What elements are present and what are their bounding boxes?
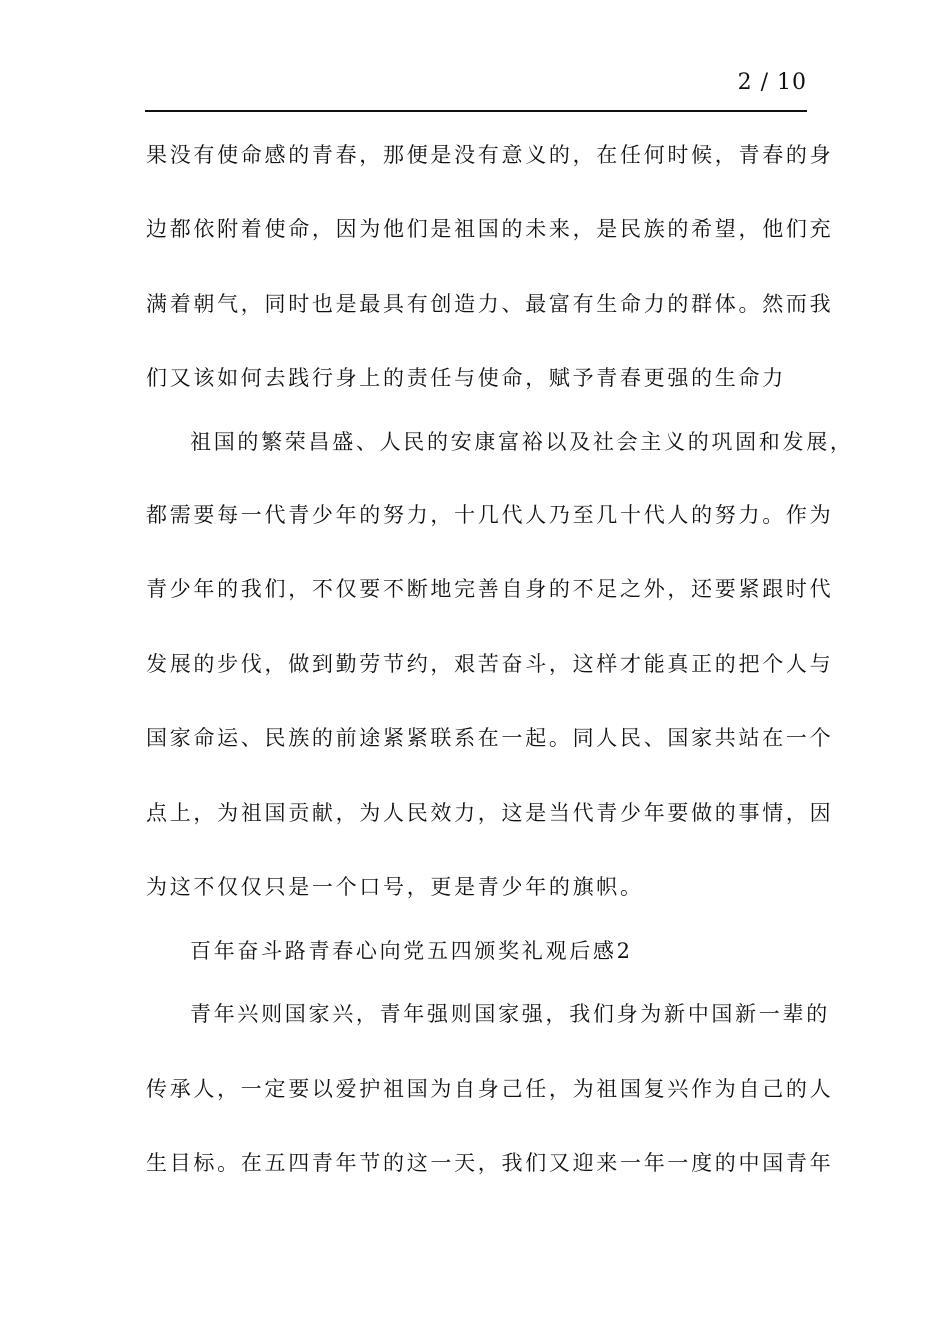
text-line: 满着朝气，同时也是最具有创造力、最富有生命力的群体。然而我 bbox=[146, 292, 834, 316]
text-line: 国家命运、民族的前途紧紧联系在一起。同人民、国家共站在一个 bbox=[146, 726, 834, 750]
text-line: 传承人，一定要以爱护祖国为自身己任，为祖国复兴作为自己的人 bbox=[146, 1077, 834, 1101]
text-line: 青年兴则国家兴，青年强则国家强，我们身为新中国新一辈的 bbox=[190, 1002, 830, 1026]
page-number: 2 / 10 bbox=[737, 70, 807, 95]
text-line: 果没有使命感的青春，那便是没有意义的，在任何时候，青春的身 bbox=[146, 143, 834, 167]
text-line: 生目标。在五四青年节的这一天，我们又迎来一年一度的中国青年 bbox=[146, 1151, 834, 1175]
text-line: 青少年的我们，不仅要不断地完善自身的不足之外，还要紧跟时代 bbox=[146, 577, 834, 601]
text-line: 都需要每一代青少年的努力，十几代人乃至几十代人的努力。作为 bbox=[146, 503, 834, 527]
text-line: 边都依附着使命，因为他们是祖国的未来，是民族的希望，他们充 bbox=[146, 217, 834, 241]
section-heading: 百年奋斗路青春心向党五四颁奖礼观后感2 bbox=[190, 939, 633, 963]
header-rule bbox=[145, 110, 807, 112]
text-line: 发展的步伐，做到勤劳节约，艰苦奋斗，这样才能真正的把个人与 bbox=[146, 652, 834, 676]
text-line: 祖国的繁荣昌盛、人民的安康富裕以及社会主义的巩固和发展， bbox=[190, 430, 854, 454]
text-line: 们又该如何去践行身上的责任与使命，赋予青春更强的生命力 bbox=[146, 366, 786, 390]
text-line: 为这不仅仅只是一个口号，更是青少年的旗帜。 bbox=[146, 875, 644, 899]
text-line: 点上，为祖国贡献，为人民效力，这是当代青少年要做的事情，因 bbox=[146, 801, 834, 825]
